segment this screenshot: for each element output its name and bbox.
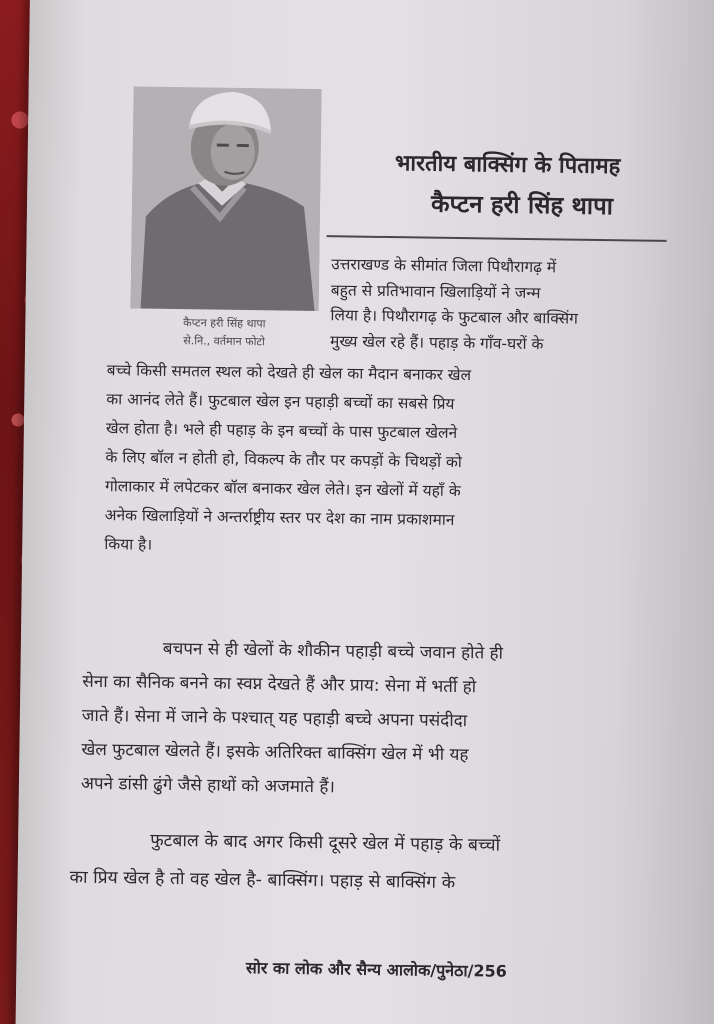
text-line: का आनंद लेते हैं। फुटबाल खेल इन पहाड़ी बच्चों का सबसे प्रिय <box>106 390 455 413</box>
photo-caption <box>130 313 318 352</box>
text-line: बहुत से प्रतिभावान खिलाड़ियों ने जन्म <box>330 280 541 302</box>
text-line: बचपन से ही खेलों के शौकीन पहाड़ी बच्चे जवान होते ही <box>162 638 504 664</box>
text-line: खेल होता है। भले ही पहाड़ के इन बच्चों के पास फुटबाल खेलने <box>105 419 458 443</box>
text-line: मुख्य खेल रहे हैं। पहाड़ के गाँव-घरों के <box>330 331 544 353</box>
text-line: फुटबाल के बाद अगर किसी दूसरे खेल में पहाड़ के बच्चों <box>149 830 501 856</box>
book-page <box>15 0 714 1024</box>
page-footer: सोर का लोक और सैन्य आलोक/पुनेठा/256 <box>245 958 507 981</box>
portrait-photo <box>131 86 322 311</box>
caption-description: से.नि., वर्तमान फोटो <box>183 334 265 349</box>
text-line: के लिए बॉल न होती हो, विकल्प के तौर पर कपड़ों के चिथड़ों को <box>105 448 463 472</box>
title-underline <box>327 235 667 242</box>
paragraph-1-narrow <box>330 252 676 359</box>
paragraph-1-wide <box>104 356 677 567</box>
text-line: गोलाकार में लपेटकर बॉल बनाकर खेल लेते। इन खेलों में यहाँ के <box>104 477 461 501</box>
text-line: का प्रिय खेल है तो वह खेल है- बाक्सिंग। पहाड़ से बाक्सिंग के <box>69 867 456 894</box>
text-line: जाते हैं। सेना में जाने के पश्चात् यह पहाड़ी बच्चे अपना पसंदीदा <box>81 705 468 732</box>
text-line: बच्चे किसी समतल स्थल को देखते ही खेल का मैदान बनाकर खेल <box>106 361 472 385</box>
article-title <box>327 142 688 227</box>
title-line-2: कैप्टन हरी सिंह थापा <box>430 188 614 221</box>
portrait-illustration <box>131 86 322 311</box>
text-line: किया है। <box>104 535 153 554</box>
title-line-1: भारतीय बाक्सिंग के पितामह <box>394 150 621 180</box>
text-line: लिया है। पिथौरागढ़ के फुटबाल और बाक्सिंग <box>330 306 579 328</box>
text-line: उत्तराखण्ड के सीमांत जिला पिथौरागढ़ में <box>331 255 557 277</box>
paragraph-2 <box>81 631 683 809</box>
text-line: अनेक खिलाड़ियों ने अन्तर्राष्ट्रीय स्तर पर देश का नाम प्रकाशमान <box>104 506 455 529</box>
text-line: सेना का सैनिक बनने का स्वप्न देखते हैं और प्राय: सेना में भर्ती हो <box>82 671 477 698</box>
text-line: खेल फुटबाल खेलते हैं। इसके अतिरिक्त बाक्सिंग खेल में भी यह <box>81 739 469 766</box>
caption-name: कैप्टन हरी सिंह थापा <box>183 316 266 331</box>
paragraph-3 <box>69 821 682 906</box>
text-line: अपने डांसी ढुंगे जैसे हाथों को अजमाते हैं। <box>80 773 336 798</box>
